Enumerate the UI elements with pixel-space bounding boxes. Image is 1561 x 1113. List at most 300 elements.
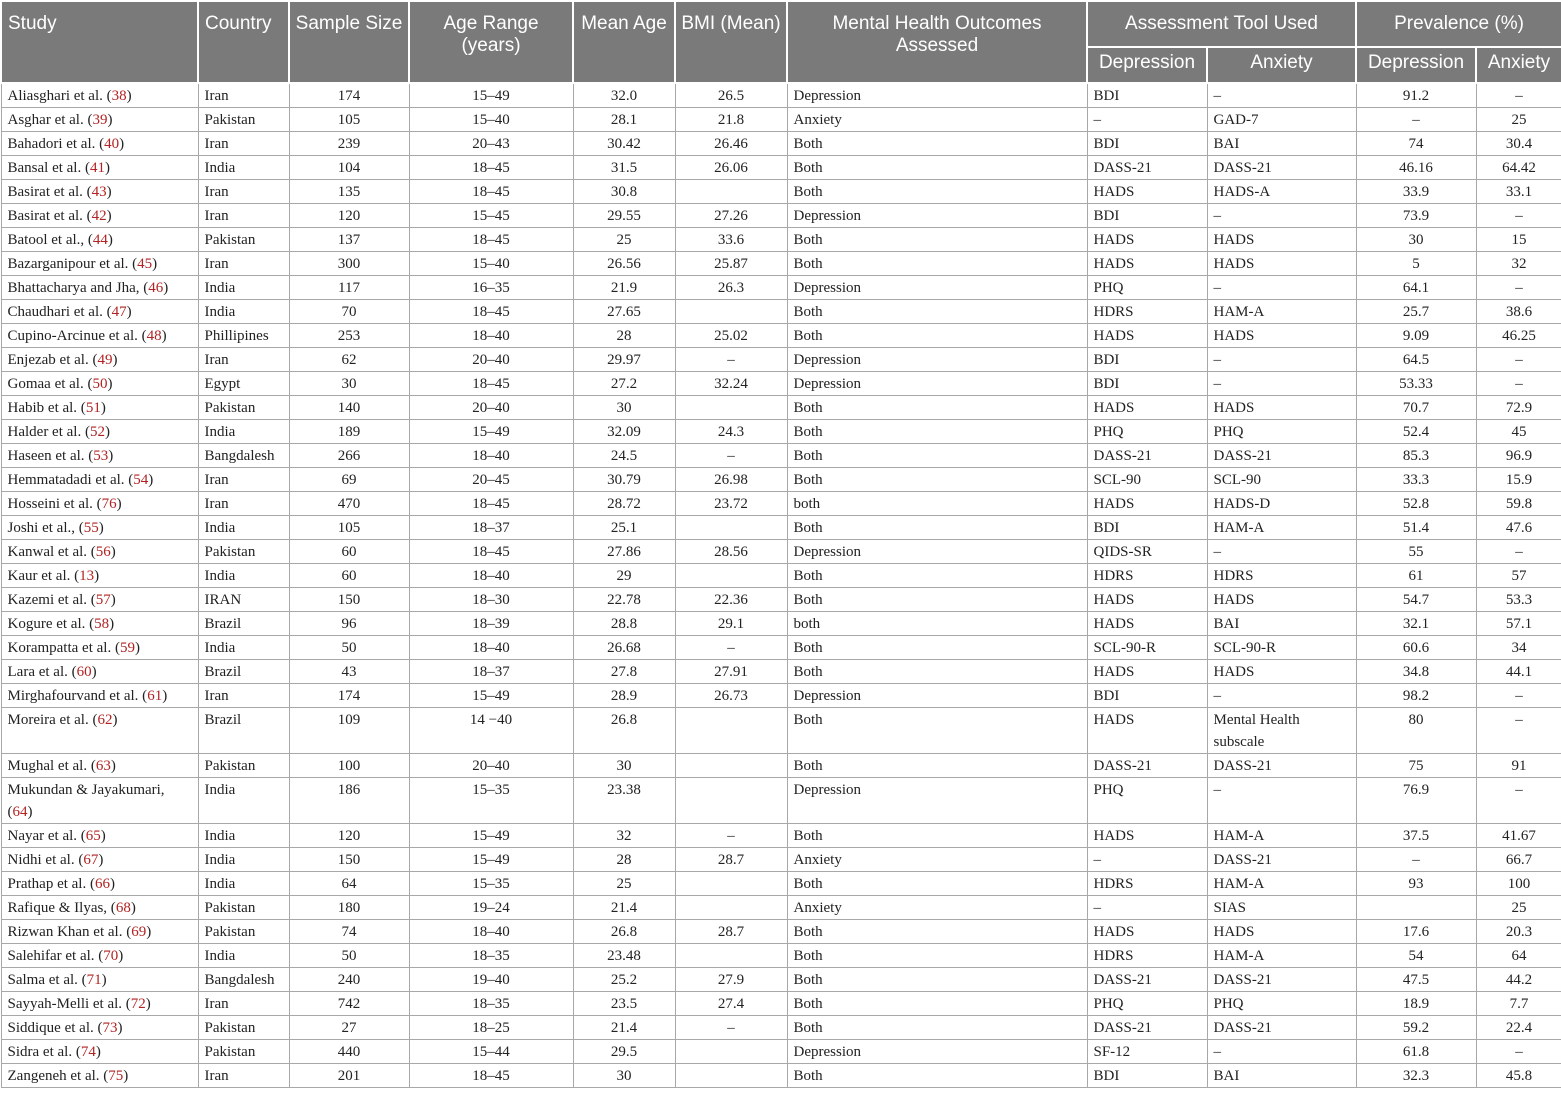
cell-tool-depression: DASS-21 (1087, 968, 1207, 992)
table-row (1, 420, 1561, 444)
cell-tool-depression: – (1087, 108, 1207, 132)
cell-tool-anxiety: HAM-A (1207, 944, 1356, 968)
cell-tool-anxiety: – (1207, 540, 1356, 564)
cell-prevalence-anxiety: 44.1 (1476, 660, 1561, 684)
header-bmi: BMI (Mean) (675, 1, 787, 83)
study-name-tail: ) (117, 1020, 123, 1036)
study-name-tail: ) (123, 1068, 129, 1084)
cell-outcome: Both (787, 872, 1087, 896)
cell-outcome: both (787, 492, 1087, 516)
header-sample-size: Sample Size (289, 1, 409, 83)
cell-prevalence-depression: 61 (1356, 564, 1476, 588)
cell-mean-age: 22.78 (573, 588, 675, 612)
cell-country: Pakistan (198, 396, 289, 420)
cell-tool-anxiety: HADS (1207, 588, 1356, 612)
study-name: Kaur et al. ( (7, 568, 80, 584)
cell-bmi: 23.72 (675, 492, 787, 516)
cell-study (1, 444, 198, 468)
cell-mean-age: 30 (573, 396, 675, 420)
cell-bmi: 26.3 (675, 276, 787, 300)
cell-prevalence-anxiety: 96.9 (1476, 444, 1561, 468)
cell-mean-age: 30.42 (573, 132, 675, 156)
study-name-tail: ) (94, 568, 100, 584)
reference-link[interactable]: 49 (97, 352, 113, 368)
cell-prevalence-anxiety: 30.4 (1476, 132, 1561, 156)
cell-prevalence-depression: 33.9 (1356, 180, 1476, 204)
cell-outcome: Both (787, 156, 1087, 180)
cell-tool-depression: HADS (1087, 492, 1207, 516)
reference-link[interactable]: 70 (103, 948, 119, 964)
cell-prevalence-anxiety: 15.9 (1476, 468, 1561, 492)
cell-outcome: Both (787, 920, 1087, 944)
cell-tool-anxiety: – (1207, 276, 1356, 300)
study-name: Prathap et al. ( (7, 876, 95, 892)
cell-bmi: 28.7 (675, 848, 787, 872)
cell-outcome: Both (787, 968, 1087, 992)
cell-tool-depression: HADS (1087, 324, 1207, 348)
study-name-tail: ) (110, 592, 116, 608)
cell-tool-anxiety: DASS-21 (1207, 444, 1356, 468)
cell-age-range: 15–35 (409, 778, 573, 824)
table-row (1, 444, 1561, 468)
cell-tool-depression: HADS (1087, 588, 1207, 612)
cell-outcome: Depression (787, 276, 1087, 300)
reference-link[interactable]: 75 (108, 1068, 124, 1084)
cell-sample-size: 253 (289, 324, 409, 348)
cell-bmi (675, 708, 787, 754)
cell-bmi: 33.6 (675, 228, 787, 252)
cell-study (1, 636, 198, 660)
study-name: Zangeneh et al. ( (7, 1068, 109, 1084)
cell-study (1, 204, 198, 228)
study-name: Hosseini et al. ( (7, 496, 102, 512)
cell-prevalence-anxiety: 100 (1476, 872, 1561, 896)
cell-age-range: 20–45 (409, 468, 573, 492)
cell-sample-size: 189 (289, 420, 409, 444)
table-row (1, 920, 1561, 944)
study-name: Sayyah-Melli et al. ( (7, 996, 131, 1012)
cell-prevalence-depression: 64.1 (1356, 276, 1476, 300)
study-name-tail: ) (109, 876, 115, 892)
cell-sample-size: 43 (289, 660, 409, 684)
cell-country: Bangdalesh (198, 968, 289, 992)
cell-sample-size: 100 (289, 754, 409, 778)
cell-bmi: – (675, 824, 787, 848)
reference-link[interactable]: 46 (148, 280, 164, 296)
cell-outcome: Depression (787, 684, 1087, 708)
cell-bmi (675, 872, 787, 896)
study-name: Bhattacharya and Jha, ( (7, 280, 149, 296)
cell-age-range: 20–40 (409, 396, 573, 420)
study-name: Mirghafourvand et al. ( (7, 688, 148, 704)
cell-age-range: 18–40 (409, 324, 573, 348)
reference-link[interactable]: 71 (86, 972, 102, 988)
reference-link[interactable]: 58 (94, 616, 110, 632)
table-row (1, 300, 1561, 324)
table-row (1, 660, 1561, 684)
cell-outcome: Depression (787, 778, 1087, 824)
reference-link[interactable]: 53 (93, 448, 109, 464)
cell-country: India (198, 156, 289, 180)
reference-link[interactable]: 67 (83, 852, 99, 868)
table-row (1, 684, 1561, 708)
cell-sample-size: 74 (289, 920, 409, 944)
reference-link[interactable]: 65 (85, 828, 101, 844)
study-name: Mughal et al. ( (7, 758, 96, 774)
cell-tool-anxiety: DASS-21 (1207, 156, 1356, 180)
cell-study (1, 180, 198, 204)
reference-link[interactable]: 52 (89, 424, 105, 440)
cell-prevalence-depression: 61.8 (1356, 1040, 1476, 1064)
cell-tool-depression: DASS-21 (1087, 444, 1207, 468)
study-name: Gomaa et al. ( (7, 376, 93, 392)
reference-link[interactable]: 57 (95, 592, 111, 608)
study-name-tail: ) (152, 256, 158, 272)
cell-mean-age: 28.9 (573, 684, 675, 708)
study-name-tail: ) (98, 520, 104, 536)
study-name-tail: ) (126, 88, 132, 104)
cell-tool-depression: HADS (1087, 660, 1207, 684)
cell-tool-anxiety: – (1207, 83, 1356, 108)
cell-sample-size: 60 (289, 540, 409, 564)
study-name: Kazemi et al. ( (7, 592, 96, 608)
cell-tool-depression: PHQ (1087, 992, 1207, 1016)
cell-bmi (675, 180, 787, 204)
cell-prevalence-depression: 55 (1356, 540, 1476, 564)
reference-link[interactable]: 69 (131, 924, 147, 940)
cell-age-range: 18–37 (409, 516, 573, 540)
cell-prevalence-depression: 54 (1356, 944, 1476, 968)
reference-link[interactable]: 64 (12, 804, 28, 820)
cell-age-range: 18–45 (409, 300, 573, 324)
reference-link[interactable]: 13 (79, 568, 95, 584)
cell-sample-size: 96 (289, 612, 409, 636)
cell-mean-age: 32.0 (573, 83, 675, 108)
reference-link[interactable]: 72 (130, 996, 146, 1012)
reference-link[interactable]: 43 (91, 184, 107, 200)
header-mean-age: Mean Age (573, 1, 675, 83)
reference-link[interactable]: 74 (80, 1044, 96, 1060)
cell-prevalence-depression: 32.3 (1356, 1064, 1476, 1088)
header-tool-depression: Depression (1087, 47, 1207, 83)
cell-tool-anxiety: SCL-90-R (1207, 636, 1356, 660)
cell-tool-anxiety: DASS-21 (1207, 848, 1356, 872)
cell-mean-age: 21.4 (573, 896, 675, 920)
cell-outcome: Depression (787, 204, 1087, 228)
cell-tool-depression: BDI (1087, 372, 1207, 396)
reference-link[interactable]: 60 (76, 664, 92, 680)
cell-sample-size: 50 (289, 636, 409, 660)
cell-prevalence-anxiety: 72.9 (1476, 396, 1561, 420)
table-header (1, 1, 1561, 83)
cell-prevalence-depression: 47.5 (1356, 968, 1476, 992)
cell-outcome: Both (787, 1016, 1087, 1040)
cell-prevalence-depression: – (1356, 108, 1476, 132)
reference-link[interactable]: 38 (111, 88, 127, 104)
cell-outcome: Both (787, 252, 1087, 276)
reference-link[interactable]: 68 (115, 900, 131, 916)
cell-sample-size: 64 (289, 872, 409, 896)
cell-mean-age: 26.8 (573, 920, 675, 944)
study-name-tail: ) (104, 424, 110, 440)
table-row (1, 1040, 1561, 1064)
cell-study (1, 420, 198, 444)
reference-link[interactable]: 61 (147, 688, 163, 704)
cell-mean-age: 28.72 (573, 492, 675, 516)
study-name: Halder et al. ( (7, 424, 90, 440)
cell-country: Iran (198, 252, 289, 276)
cell-sample-size: 174 (289, 83, 409, 108)
study-name: Nidhi et al. ( (7, 852, 84, 868)
reference-link[interactable]: 40 (104, 136, 120, 152)
reference-link[interactable]: 45 (137, 256, 153, 272)
study-name: Asghar et al. ( (7, 112, 93, 128)
study-name: Bazarganipour et al. ( (7, 256, 138, 272)
table-row (1, 468, 1561, 492)
reference-link[interactable]: 50 (92, 376, 108, 392)
cell-prevalence-anxiety: – (1476, 540, 1561, 564)
study-name: Salma et al. ( (7, 972, 87, 988)
cell-tool-depression: HADS (1087, 824, 1207, 848)
cell-outcome: Depression (787, 83, 1087, 108)
table-row (1, 228, 1561, 252)
cell-tool-depression: – (1087, 896, 1207, 920)
reference-link[interactable]: 44 (92, 232, 108, 248)
cell-bmi (675, 754, 787, 778)
cell-mean-age: 28.8 (573, 612, 675, 636)
cell-mean-age: 30 (573, 1064, 675, 1088)
cell-mean-age: 27.8 (573, 660, 675, 684)
cell-country: India (198, 848, 289, 872)
cell-prevalence-depression: 74 (1356, 132, 1476, 156)
cell-bmi (675, 778, 787, 824)
cell-sample-size: 174 (289, 684, 409, 708)
cell-mean-age: 27.2 (573, 372, 675, 396)
study-name-tail: ) (162, 688, 168, 704)
study-name-tail: ) (106, 208, 112, 224)
table-row (1, 636, 1561, 660)
reference-link[interactable]: 55 (83, 520, 99, 536)
cell-tool-anxiety: – (1207, 684, 1356, 708)
cell-sample-size: 50 (289, 944, 409, 968)
cell-bmi: 27.4 (675, 992, 787, 1016)
reference-link[interactable]: 42 (91, 208, 107, 224)
reference-link[interactable]: 76 (101, 496, 117, 512)
cell-tool-anxiety: SIAS (1207, 896, 1356, 920)
cell-outcome: Both (787, 944, 1087, 968)
study-name-tail: ) (110, 758, 116, 774)
cell-sample-size: 742 (289, 992, 409, 1016)
cell-mean-age: 26.68 (573, 636, 675, 660)
table-row (1, 324, 1561, 348)
reference-link[interactable]: 47 (111, 304, 127, 320)
table-row (1, 132, 1561, 156)
cell-study (1, 372, 198, 396)
cell-country: Pakistan (198, 754, 289, 778)
cell-prevalence-anxiety: – (1476, 684, 1561, 708)
cell-tool-anxiety: BAI (1207, 1064, 1356, 1088)
reference-link[interactable]: 48 (146, 328, 162, 344)
cell-country: Iran (198, 684, 289, 708)
cell-prevalence-depression: 76.9 (1356, 778, 1476, 824)
cell-age-range: 20–40 (409, 348, 573, 372)
cell-outcome: Both (787, 708, 1087, 754)
cell-country: India (198, 944, 289, 968)
cell-tool-depression: QIDS-SR (1087, 540, 1207, 564)
table-row (1, 252, 1561, 276)
table-row (1, 372, 1561, 396)
cell-bmi: – (675, 444, 787, 468)
header-tool-anxiety: Anxiety (1207, 47, 1356, 83)
study-name: Cupino-Arcinue et al. ( (7, 328, 147, 344)
reference-link[interactable]: 51 (85, 400, 101, 416)
cell-tool-depression: PHQ (1087, 778, 1207, 824)
cell-mean-age: 21.4 (573, 1016, 675, 1040)
reference-link[interactable]: 39 (92, 112, 108, 128)
cell-tool-anxiety: PHQ (1207, 992, 1356, 1016)
cell-country: India (198, 420, 289, 444)
cell-country: Iran (198, 992, 289, 1016)
cell-country: Pakistan (198, 896, 289, 920)
table-row (1, 492, 1561, 516)
table-row (1, 108, 1561, 132)
cell-age-range: 18–39 (409, 612, 573, 636)
cell-bmi: 27.9 (675, 968, 787, 992)
reference-link[interactable]: 41 (89, 160, 105, 176)
cell-study (1, 944, 198, 968)
table-row (1, 992, 1561, 1016)
cell-sample-size: 201 (289, 1064, 409, 1088)
cell-study (1, 83, 198, 108)
study-name-tail: ) (110, 544, 116, 560)
cell-prevalence-anxiety: 20.3 (1476, 920, 1561, 944)
cell-tool-anxiety: DASS-21 (1207, 968, 1356, 992)
cell-prevalence-anxiety: 22.4 (1476, 1016, 1561, 1040)
reference-link[interactable]: 62 (97, 712, 113, 728)
cell-bmi (675, 516, 787, 540)
cell-bmi: 22.36 (675, 588, 787, 612)
cell-prevalence-depression: 80 (1356, 708, 1476, 754)
cell-study (1, 612, 198, 636)
cell-sample-size: 69 (289, 468, 409, 492)
cell-country: India (198, 872, 289, 896)
cell-tool-anxiety: HADS (1207, 396, 1356, 420)
cell-tool-anxiety: GAD-7 (1207, 108, 1356, 132)
cell-tool-anxiety: DASS-21 (1207, 754, 1356, 778)
cell-age-range: 15–49 (409, 824, 573, 848)
header-study: Study (1, 1, 198, 83)
table-row (1, 1064, 1561, 1088)
reference-link[interactable]: 56 (95, 544, 111, 560)
cell-bmi: 25.02 (675, 324, 787, 348)
cell-tool-anxiety: – (1207, 204, 1356, 228)
cell-mean-age: 21.9 (573, 276, 675, 300)
cell-sample-size: 135 (289, 180, 409, 204)
reference-link[interactable]: 59 (119, 640, 135, 656)
study-name-tail: ) (134, 640, 140, 656)
cell-bmi: 28.7 (675, 920, 787, 944)
cell-age-range: 18–35 (409, 992, 573, 1016)
cell-outcome: Both (787, 588, 1087, 612)
cell-prevalence-anxiety: 53.3 (1476, 588, 1561, 612)
cell-mean-age: 28.1 (573, 108, 675, 132)
cell-mean-age: 23.5 (573, 992, 675, 1016)
cell-outcome: Both (787, 180, 1087, 204)
cell-study (1, 708, 198, 754)
cell-tool-depression: HADS (1087, 180, 1207, 204)
cell-outcome: Both (787, 516, 1087, 540)
cell-tool-depression: HDRS (1087, 944, 1207, 968)
header-prevalence-depression: Depression (1356, 47, 1476, 83)
cell-study (1, 684, 198, 708)
cell-bmi: – (675, 636, 787, 660)
reference-link[interactable]: 66 (94, 876, 110, 892)
cell-age-range: 15–49 (409, 420, 573, 444)
cell-mean-age: 25 (573, 872, 675, 896)
reference-link[interactable]: 63 (95, 758, 111, 774)
cell-country: India (198, 300, 289, 324)
reference-link[interactable]: 73 (102, 1020, 118, 1036)
cell-country: Iran (198, 1064, 289, 1088)
cell-outcome: Depression (787, 1040, 1087, 1064)
cell-outcome: Anxiety (787, 896, 1087, 920)
cell-prevalence-anxiety: 47.6 (1476, 516, 1561, 540)
study-name-tail: ) (146, 924, 152, 940)
cell-tool-anxiety: HAM-A (1207, 872, 1356, 896)
study-name-tail: ) (119, 136, 125, 152)
reference-link[interactable]: 54 (133, 472, 149, 488)
cell-outcome: Both (787, 300, 1087, 324)
study-name-tail: ) (95, 1044, 101, 1060)
header-country: Country (198, 1, 289, 83)
study-name: Basirat et al. ( (7, 208, 92, 224)
cell-bmi: 29.1 (675, 612, 787, 636)
cell-tool-depression: HDRS (1087, 872, 1207, 896)
cell-prevalence-depression (1356, 896, 1476, 920)
cell-age-range: 18–30 (409, 588, 573, 612)
cell-tool-depression: BDI (1087, 516, 1207, 540)
table-row (1, 708, 1561, 754)
cell-country: Brazil (198, 708, 289, 754)
cell-tool-anxiety: – (1207, 1040, 1356, 1064)
cell-prevalence-anxiety: 45 (1476, 420, 1561, 444)
study-name-tail: ) (126, 304, 132, 320)
cell-sample-size: 240 (289, 968, 409, 992)
cell-age-range: 14 −40 (409, 708, 573, 754)
cell-bmi: 26.73 (675, 684, 787, 708)
cell-study (1, 824, 198, 848)
cell-tool-anxiety: HADS (1207, 228, 1356, 252)
cell-country: Pakistan (198, 228, 289, 252)
cell-tool-anxiety: – (1207, 348, 1356, 372)
table-row (1, 778, 1561, 824)
cell-sample-size: 470 (289, 492, 409, 516)
cell-sample-size: 105 (289, 516, 409, 540)
cell-prevalence-anxiety: – (1476, 1040, 1561, 1064)
cell-bmi (675, 300, 787, 324)
cell-prevalence-anxiety: – (1476, 83, 1561, 108)
cell-mean-age: 25.1 (573, 516, 675, 540)
cell-tool-depression: SF-12 (1087, 1040, 1207, 1064)
cell-tool-anxiety: DASS-21 (1207, 1016, 1356, 1040)
cell-country: IRAN (198, 588, 289, 612)
cell-prevalence-depression: 9.09 (1356, 324, 1476, 348)
cell-bmi (675, 396, 787, 420)
cell-sample-size: 120 (289, 204, 409, 228)
table-body (1, 83, 1561, 1088)
cell-study (1, 920, 198, 944)
cell-tool-anxiety: HADS (1207, 252, 1356, 276)
